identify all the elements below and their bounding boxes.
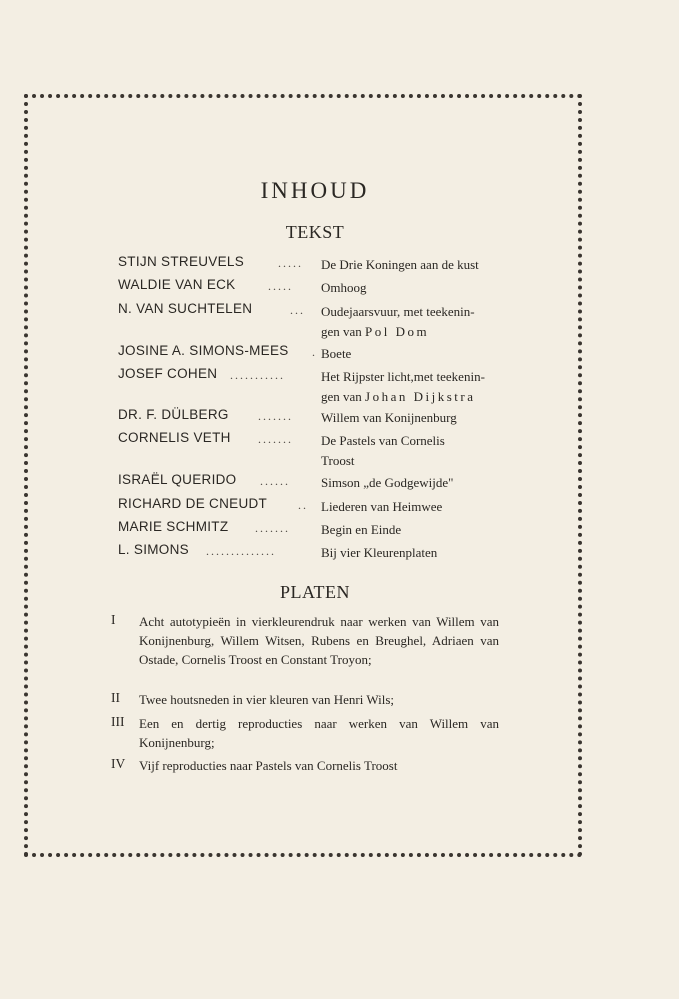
entry-author: ISRAËL QUERIDO bbox=[118, 472, 237, 487]
entry-work-line1: Het Rijpster licht,met teekenin- bbox=[321, 369, 485, 384]
entry-author: RICHARD DE CNEUDT bbox=[118, 496, 268, 511]
plate-numeral: I bbox=[111, 612, 116, 627]
plate-numeral: IV bbox=[111, 756, 126, 771]
entry-work-line1: Oudejaarsvuur, met teekenin- bbox=[321, 304, 475, 319]
entry-author: DR. F. DÜLBERG bbox=[118, 407, 229, 422]
entry-author: MARIE SCHMITZ bbox=[118, 519, 229, 534]
entry-work: Simson „de Godgewijde" bbox=[321, 475, 454, 490]
entry-leader: ..... bbox=[268, 279, 293, 293]
entry-author: L. SIMONS bbox=[118, 542, 189, 557]
entry-work: Willem van Konijnenburg bbox=[321, 410, 457, 425]
entry-work: Omhoog bbox=[321, 280, 367, 295]
entry-leader: ....... bbox=[258, 409, 293, 423]
entry-work-line1: De Pastels van Cornelis bbox=[321, 433, 445, 448]
plate-numeral: III bbox=[111, 714, 125, 729]
entry-author: CORNELIS VETH bbox=[118, 430, 231, 445]
plate-numeral: II bbox=[111, 690, 120, 705]
entry-author: JOSINE A. SIMONS-MEES bbox=[118, 343, 289, 358]
entry-work bbox=[321, 302, 511, 342]
section-heading-tekst: TEKST bbox=[285, 222, 345, 242]
entry-author: STIJN STREUVELS bbox=[118, 254, 245, 269]
entry-work: De Drie Koningen aan de kust bbox=[321, 257, 479, 272]
plate-text: Twee houtsneden in vier kleuren van Henri Wils; bbox=[139, 692, 395, 707]
entry-work-line2: Troost bbox=[321, 453, 355, 468]
entry-leader: ... bbox=[290, 303, 305, 317]
entry-work-illustrator: Johan Dijkstra bbox=[365, 389, 476, 404]
entry-leader: ...... bbox=[260, 474, 290, 488]
entry-work: Boete bbox=[321, 346, 352, 361]
entry-work-line2: gen van bbox=[321, 324, 366, 339]
entry-leader: .. bbox=[298, 498, 308, 512]
plate-text: Vijf reproducties naar Pastels van Cornelis Troost bbox=[139, 758, 398, 773]
page-title: INHOUD bbox=[260, 178, 370, 203]
entry-leader: . bbox=[312, 345, 317, 359]
entry-work: Bij vier Kleurenplaten bbox=[321, 545, 438, 560]
entry-leader: ....... bbox=[255, 521, 290, 535]
plate-text: Een en dertig reproducties naar werken van Willem van Konijnenburg; bbox=[139, 716, 499, 750]
entry-author: WALDIE VAN ECK bbox=[118, 277, 236, 292]
entry-work: Liederen van Heimwee bbox=[321, 499, 443, 514]
entry-leader: ..... bbox=[278, 256, 303, 270]
entry-work-line2: gen van bbox=[321, 389, 366, 404]
entry-leader: .............. bbox=[206, 544, 276, 558]
entry-leader: ........... bbox=[230, 368, 285, 382]
entry-author: N. VAN SUCHTELEN bbox=[118, 301, 253, 316]
plate-text: Acht autotypieën in vierkleurendruk naar werken van Willem van Konijnenburg, Willem Witsen, Rubens en Breughel, Adriaen van Ostade, Cornelis Troost en Constant Troyon; bbox=[139, 614, 499, 667]
entry-work bbox=[321, 367, 511, 407]
entry-leader: ....... bbox=[258, 432, 293, 446]
entry-work bbox=[321, 431, 511, 471]
section-heading-platen: PLATEN bbox=[280, 582, 350, 602]
entry-author: JOSEF COHEN bbox=[118, 366, 218, 381]
entry-work: Begin en Einde bbox=[321, 522, 402, 537]
entry-work-illustrator: Pol Dom bbox=[365, 324, 430, 339]
